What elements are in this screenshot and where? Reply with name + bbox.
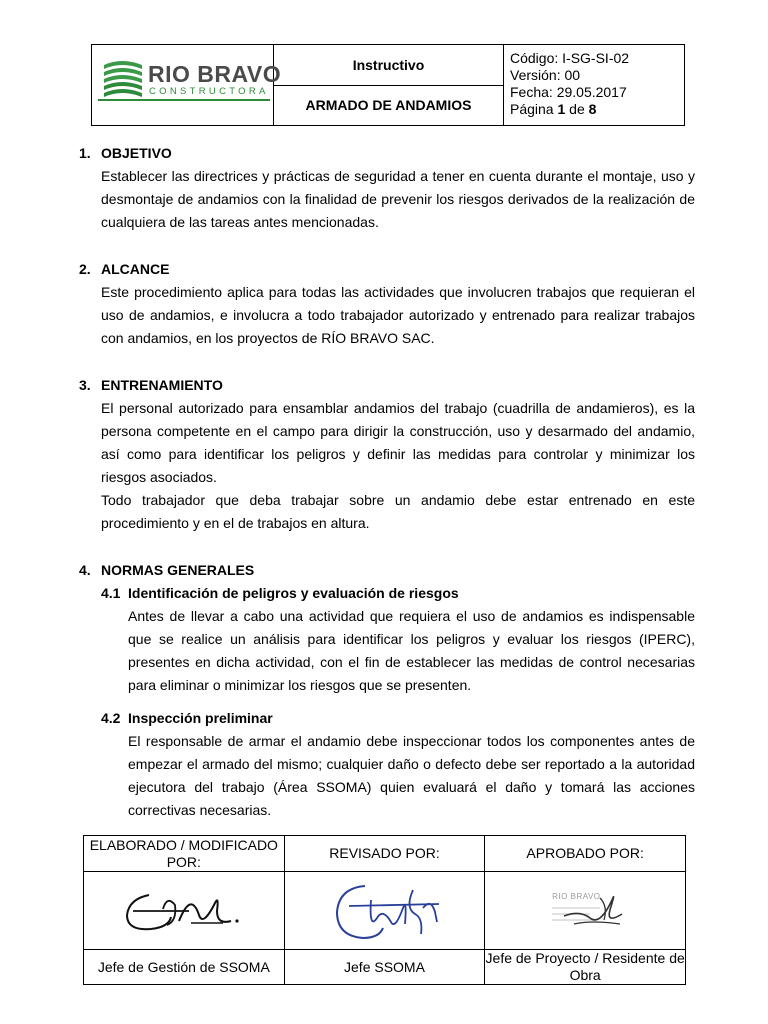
subsection-paragraph: El responsable de armar el andamio debe inspeccionar todos los componentes antes de empezar el armado del mismo; cualquier daño o defecto debe ser reportado a la autoridad ejecutora del trabajo (Área SSOMA) quien evaluará el daño y tomará las acciones correctivas necesarias. <box>128 733 695 818</box>
section-heading: 4. NORMAS GENERALES <box>79 562 255 578</box>
header-revisado: REVISADO POR: <box>284 836 485 872</box>
stamp-signature <box>530 880 640 942</box>
document-header <box>91 44 685 126</box>
logo-cell <box>92 45 282 126</box>
signature-revisado <box>284 872 485 950</box>
logo-underline <box>98 99 270 101</box>
doc-meta <box>504 45 685 126</box>
doc-page: Página 1 de 8 <box>510 101 597 117</box>
company-logo <box>98 59 282 109</box>
section-alcance <box>79 258 695 350</box>
doc-date: Fecha: 29.05.2017 <box>510 84 627 100</box>
signature-revisado-icon <box>319 878 449 944</box>
section-paragraph: Este procedimiento aplica para todas las actividades que involucren trabajos que requieran el uso de andamios, e involucra a todo trabajador autorizado y entrenado para realizar trabajos con andamios, en los proyectos de RÍO BRAVO SAC. <box>101 284 695 346</box>
section-heading: 1. OBJETIVO <box>79 145 172 161</box>
logo-brand-text: RIO BRAVO <box>148 61 282 87</box>
section-heading: 3. ENTRENAMIENTO <box>79 377 223 393</box>
signature-aprobado-icon <box>530 880 640 942</box>
subsection-identificacion <box>101 582 695 697</box>
subsection-inspeccion <box>101 707 695 822</box>
role-revisado: Jefe SSOMA <box>284 950 485 985</box>
doc-code: Código: I-SG-SI-02 <box>510 50 630 66</box>
section-entrenamiento <box>79 374 695 535</box>
subsection-heading: 4.1 Identificación de peligros y evaluación de riesgos <box>101 585 459 601</box>
doc-version: Versión: 00 <box>510 67 581 83</box>
subsections <box>101 582 695 822</box>
doc-type: Instructivo <box>274 45 504 86</box>
signature-elaborado <box>84 872 285 950</box>
logo-stripes-icon <box>98 59 146 99</box>
header-aprobado: APROBADO POR: <box>485 836 686 872</box>
subsection-paragraph: Antes de llevar a cabo una actividad que requiera el uso de andamios es indispensable que se realice un análisis para identificar los peligros y evaluar los riesgos (IPERC), presentes en dicha actividad, con el fin de establecer las medidas de control necesarias para eliminar o minimizar los riesgos que se presenten. <box>128 608 695 693</box>
signature-elaborado-icon <box>119 881 249 941</box>
section-paragraph: Todo trabajador que deba trabajar sobre un andamio debe estar entrenado en este procedimiento y en el de trabajos en altura. <box>101 492 695 531</box>
section-paragraph: Establecer las directrices y prácticas de seguridad a tener en cuenta durante el montaje, uso y desmontaje de andamios con la finalidad de prevenir los riesgos derivados de la realización de cualquiera de las tareas antes mencionadas. <box>101 168 695 230</box>
section-normas-generales <box>79 559 695 822</box>
document-body <box>79 142 695 822</box>
logo-sub-text: CONSTRUCTORA <box>149 86 269 97</box>
header-elaborado: ELABORADO / MODIFICADO POR: <box>84 836 285 872</box>
subsection-heading: 4.2 Inspección preliminar <box>101 710 273 726</box>
section-objetivo <box>79 142 695 234</box>
role-aprobado: Jefe de Proyecto / Residente de Obra <box>485 950 685 983</box>
section-heading: 2. ALCANCE <box>79 261 170 277</box>
role-elaborado: Jefe de Gestión de SSOMA <box>84 950 285 985</box>
doc-title: ARMADO DE ANDAMIOS <box>274 85 504 126</box>
stamp-text: RIO BRAVO <box>552 891 601 901</box>
signature-aprobado <box>485 872 686 950</box>
section-paragraph: El personal autorizado para ensamblar andamios del trabajo (cuadrilla de andamieros), es la persona competente en el campo para dirigir la construcción, uso y desarmado del andamio, así como para identificar los peligros y definir las medidas para controlar y minimizar los riesgos asociados. <box>101 400 695 485</box>
signature-table <box>83 835 686 985</box>
